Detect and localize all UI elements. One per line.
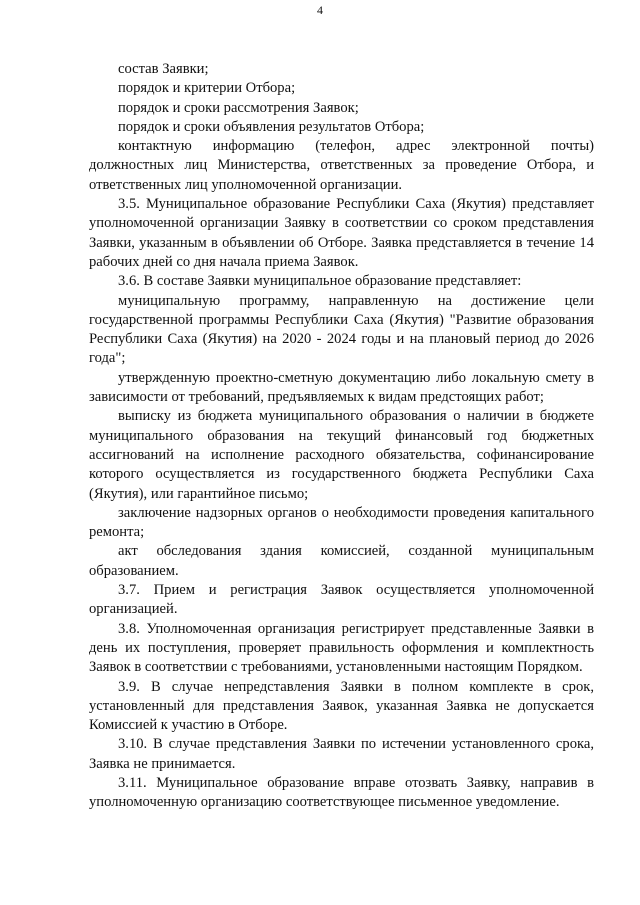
paragraph-3-7: 3.7. Прием и регистрация Заявок осуществляется уполномоченной организацией. [89, 582, 594, 618]
paragraph-municipal-program: муниципальную программу, направленную на достижение цели государственной программы Республики Саха (Якутия) "Развитие образования Республики Саха (Якутия) на 2020 - 2024 годы и на плановый период до 2026 года"; [89, 292, 594, 367]
page-number: 4 [317, 3, 323, 17]
paragraph-results-terms: порядок и сроки объявления результатов Отбора; [118, 118, 425, 135]
paragraph-composition: состав Заявки; [118, 61, 209, 77]
paragraph-criteria: порядок и критерии Отбора; [118, 80, 296, 97]
paragraph-contacts: контактную информацию (телефон, адрес электронной почты) должностных лиц Министерства, ответственных за проведение Отбора, и ответственных лиц уполномоченной организации. [89, 138, 594, 193]
paragraph-design-docs: утвержденную проектно-сметную документацию либо локальную смету в зависимости от требований, предъявляемых к видам предстоящих работ; [89, 369, 594, 406]
paragraph-3-6: 3.6. В составе Заявки муниципальное образование представляет: [118, 273, 522, 290]
paragraph-3-10: 3.10. В случае представления Заявки по истечении установленного срока, Заявка не принимается. [89, 736, 594, 772]
paragraph-3-9: 3.9. В случае непредставления Заявки в полном комплекте в срок, установленный для представления Заявок, указанная Заявка не допускается Комиссией к участию в Отборе. [89, 678, 594, 734]
paragraph-review-terms: порядок и сроки рассмотрения Заявок; [118, 99, 359, 116]
paragraph-budget-extract: выписку из бюджета муниципального образования о наличии в бюджете муниципального образования на текущий финансовый год бюджетных ассигнований на исполнение расходного обязательства, софинансирование которого осуществляется из государственного бюджета Республики Саха (Якутия), или гарантийное письмо; [89, 408, 594, 502]
paragraph-supervisory-conclusion: заключение надзорных органов о необходимости проведения капитального ремонта; [89, 504, 594, 541]
document-body [89, 60, 594, 813]
paragraph-3-5: 3.5. Муниципальное образование Республики Саха (Якутия) представляет уполномоченной организации Заявку в соответствии со сроком представления Заявки, указанным в объявлении об Отборе. Заявка представляется в течение 14 рабочих дней со дня начала приема Заявок. [89, 196, 594, 270]
paragraph-inspection-act: акт обследования здания комиссией, созданной муниципальным образованием. [89, 543, 594, 579]
paragraph-3-8: 3.8. Уполномоченная организация регистрирует представленные Заявки в день их поступления, проверяет правильность оформления и комплектность Заявок в соответствии с требованиями, установленными настоящим Порядком. [89, 620, 594, 676]
paragraph-3-11: 3.11. Муниципальное образование вправе отозвать Заявку, направив в уполномоченную организацию соответствующее письменное уведомление. [89, 774, 594, 811]
